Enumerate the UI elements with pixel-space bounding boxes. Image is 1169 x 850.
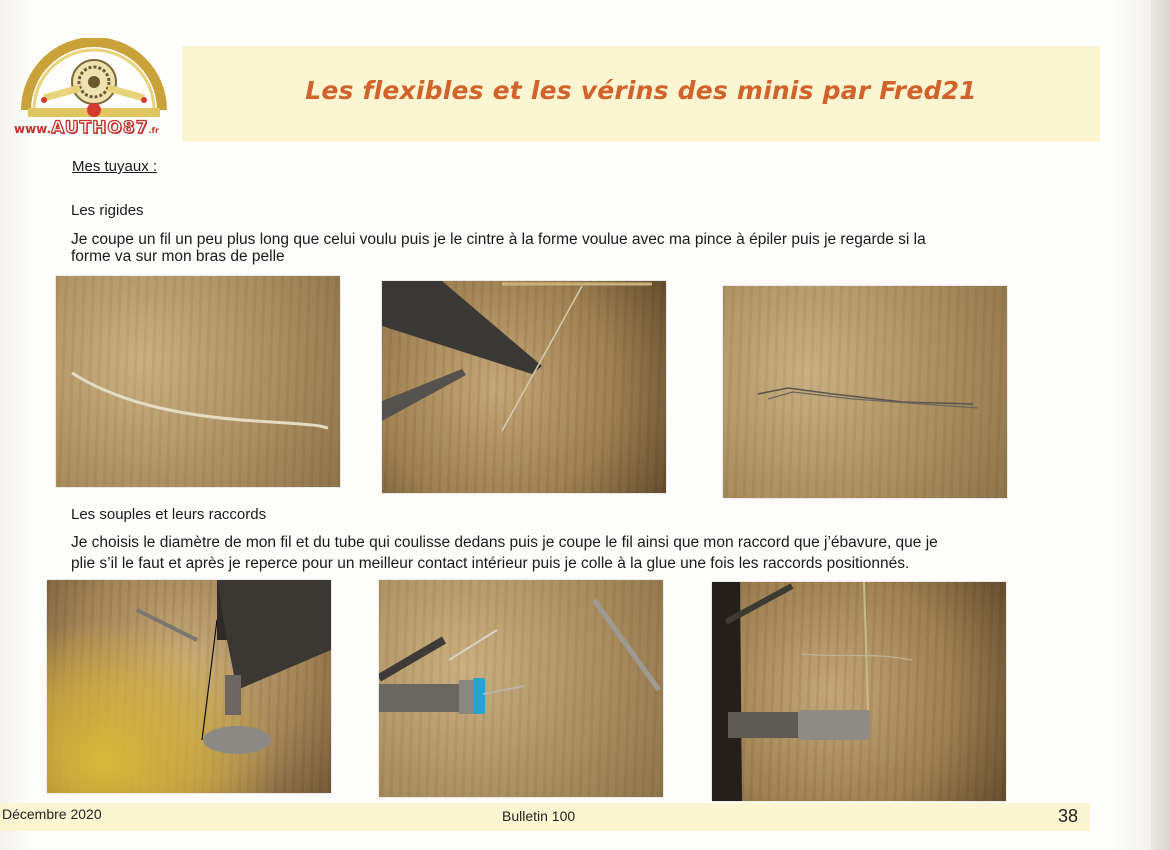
wire-icon xyxy=(56,276,340,487)
bent-wire-photo xyxy=(56,276,340,487)
flexible-label: Les souples et leurs raccords xyxy=(71,506,267,523)
pin-vise-icon xyxy=(379,580,663,797)
tweezers-bending-photo xyxy=(382,281,666,493)
page-number: 38 xyxy=(1058,806,1079,826)
glued-fitting-photo xyxy=(712,582,1006,801)
footer-bulletin: Bulletin 100 xyxy=(502,808,576,824)
logo-name: AUTHO87 xyxy=(51,118,149,138)
tweezers-icon xyxy=(382,281,666,493)
page-title: Les flexibles et les vérins des minis par Fred21 xyxy=(305,76,977,105)
drill-icon xyxy=(47,580,331,793)
shaped-wire-icon xyxy=(723,286,1007,498)
rigid-label: Les rigides xyxy=(71,202,144,219)
logo-wordmark xyxy=(14,118,159,138)
drilling-fitting-photo xyxy=(47,580,331,793)
logo-prefix: www. xyxy=(14,122,52,136)
flexible-text-line1: Je choisis le diamètre de mon fil et du tube qui coulisse dedans puis je coupe le fil ainsi que mon raccord que j’ébavure, que je xyxy=(71,534,938,551)
section-heading: Mes tuyaux : xyxy=(72,158,158,175)
pin-vise-photo xyxy=(379,580,663,797)
rigid-text-line2: forme va sur mon bras de pelle xyxy=(71,248,285,265)
logo-suffix: .fr xyxy=(148,126,159,135)
screwdriver-icon xyxy=(712,582,1006,801)
shaped-wire-photo xyxy=(723,286,1007,498)
flexible-text-line2: plie s’il le faut et après je reperce pour un meilleur contact intérieur puis je colle à la glue une fois les raccords positionnés. xyxy=(71,555,910,572)
footer-date: Décembre 2020 xyxy=(2,806,102,822)
rigid-text-line1: Je coupe un fil un peu plus long que celui voulu puis je le cintre à la forme voulue avec ma pince à épiler puis je regarde si la xyxy=(71,231,926,248)
scan-edge xyxy=(1151,0,1169,850)
steering-wheel-logo-icon xyxy=(14,38,174,122)
